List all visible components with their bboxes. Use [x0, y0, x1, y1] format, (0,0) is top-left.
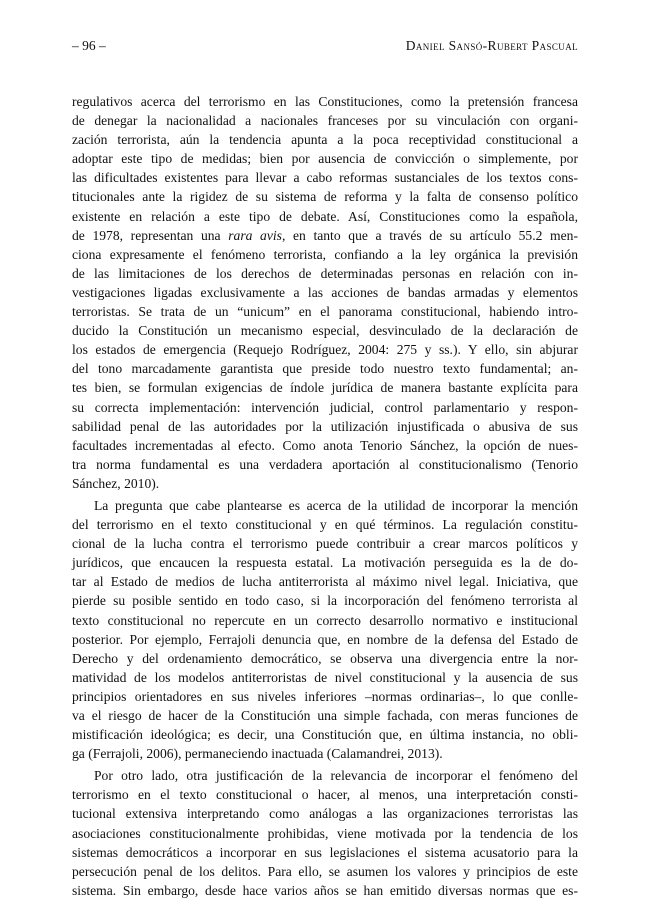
text-line: sabilidad penal de las autoridades por la utilización injustificada o abusiva de sus [72, 418, 578, 434]
text-line: cional de la lucha contra el terrorismo puede contribuir a crear marcos políticos y [72, 536, 578, 552]
text-line: tar al Estado de medios de lucha antiterrorista al máximo nivel legal. Iniciativa, que [72, 574, 578, 590]
text-line: facultades incrementadas al efecto. Como anota Tenorio Sánchez, la opción de nues- [72, 437, 578, 453]
text-line: sistemas democráticos a incorporar en sus legislaciones el sistema acusatorio para la [72, 844, 578, 860]
text-line: va el riesgo de hacer de la Constitución una simple fachada, con meras funciones de [72, 708, 578, 723]
text-line: regulativos acerca del terrorismo en las Constituciones, como la pretensión francesa [72, 94, 578, 109]
text-line: los estados de emergencia (Requejo Rodríguez, 2004: 275 y ss.). Y ello, sin abjurar [72, 342, 578, 358]
text-line: su correcta implementación: intervención judicial, control parlamentario y respon- [72, 399, 578, 415]
text-line: Sánchez, 2010). [72, 475, 160, 491]
text-line: tes bien, se formulan exigencias de índole jurídica de manera bastante explícita para [72, 380, 578, 396]
text-line: del terrorismo en el texto constitucional y en qué términos. La regulación constitu- [72, 517, 578, 533]
page-number: – 96 – [72, 38, 106, 53]
text-line: adoptar este tipo de medidas; bien por ausencia de convicción o simplemente, por [72, 151, 578, 167]
text-line: mistificación ideológica; es decir, una Constitución que, en última instancia, no obli- [72, 727, 578, 743]
paragraph-2 [72, 496, 578, 763]
text-line: principios orientadores en sus niveles inferiores –normas ordinarias–, lo que conlle- [72, 688, 578, 704]
text-line: sistema. Sin embargo, desde hace varios años se han emitido diversas normas que es- [72, 882, 578, 898]
body-text [72, 92, 578, 900]
page-header [72, 38, 578, 56]
text-line: terroristas. Se trata de un “unicum” en el panorama constitucional, habiendo intro- [72, 304, 578, 320]
text-line: Derecho y del ordenamiento democrático, se observa una divergencia entre la nor- [72, 650, 578, 666]
text-line: Por otro lado, otra justificación de la relevancia de incorporar el fenómeno del [94, 768, 578, 784]
text-line: ducido la Constitución un mecanismo especial, desvinculado de la declaración de [72, 323, 578, 339]
text-line: ga (Ferrajoli, 2006), permaneciendo inactuada (Calamandrei, 2013). [72, 746, 443, 762]
text-line: vestigaciones ligadas exclusivamente a las acciones de bandas armadas y elementos [72, 284, 578, 300]
text-line: tucional extensiva interpretando como análogas a las organizaciones terroristas las [72, 806, 578, 822]
text-line: asociaciones constitucionalmente prohibidas, viene motivada por la tendencia de los [72, 825, 578, 841]
text-line: matividad de los modelos antiterroristas de nivel constitucional y la ausencia de sus [72, 669, 578, 685]
text-line: terrorismo en el texto constitucional o hacer, al menos, una interpretación consti- [72, 787, 578, 803]
text-line: La pregunta que cabe plantearse es acerca de la utilidad de incorporar la mención [94, 497, 578, 513]
text-line: de denegar la nacionalidad a nacionales franceses por su vinculación con organi- [72, 113, 578, 129]
text-line: existente en relación a este tipo de debate. Así, Constituciones como la española, [72, 208, 578, 224]
text-line: titucionales ante la rigidez de su sistema de reforma y la falta de consenso político [72, 189, 578, 205]
running-head-author: Daniel Sansó-Rubert Pascual [405, 38, 578, 53]
paragraph-1 [72, 92, 578, 493]
text-line: posterior. Por ejemplo, Ferrajoli denuncia que, en nombre de la defensa del Estado de [72, 631, 578, 647]
text-line: las dificultades existentes para llevar a cabo reformas sustanciales de los textos cons- [72, 170, 578, 186]
paragraph-3 [72, 766, 578, 900]
text-line: ciona expresamente el fenómeno terrorista, confiando a la ley orgánica la previsión [72, 246, 578, 262]
text-line: texto constitucional no repercute en un correcto desarrollo normativo e institucional [72, 612, 578, 628]
text-line: persecución penal de los delitos. Para ello, se asumen los valores y principios de este [72, 863, 578, 879]
text-line: de las limitaciones de los derechos de determinadas personas en relación con in- [72, 265, 578, 281]
text-line: del tono marcadamente garantista que preside todo nuestro texto fundamental; an- [72, 361, 578, 377]
text-line: zación terrorista, aún la tendencia apunta a la poca receptividad constitucional a [72, 132, 578, 148]
text-line: jurídicos, que encaucen la respuesta estatal. La motivación perseguida es la de do- [72, 555, 578, 571]
text-line: pierde su posible sentido en todo caso, si la incorporación del fenómeno terrorista al [72, 593, 578, 609]
text-line: tra norma fundamental es una verdadera aportación al constitucionalismo (Tenorio [72, 456, 578, 472]
text-line: de 1978, representan una rara avis, en tanto que a través de su artículo 55.2 men- [72, 227, 578, 243]
